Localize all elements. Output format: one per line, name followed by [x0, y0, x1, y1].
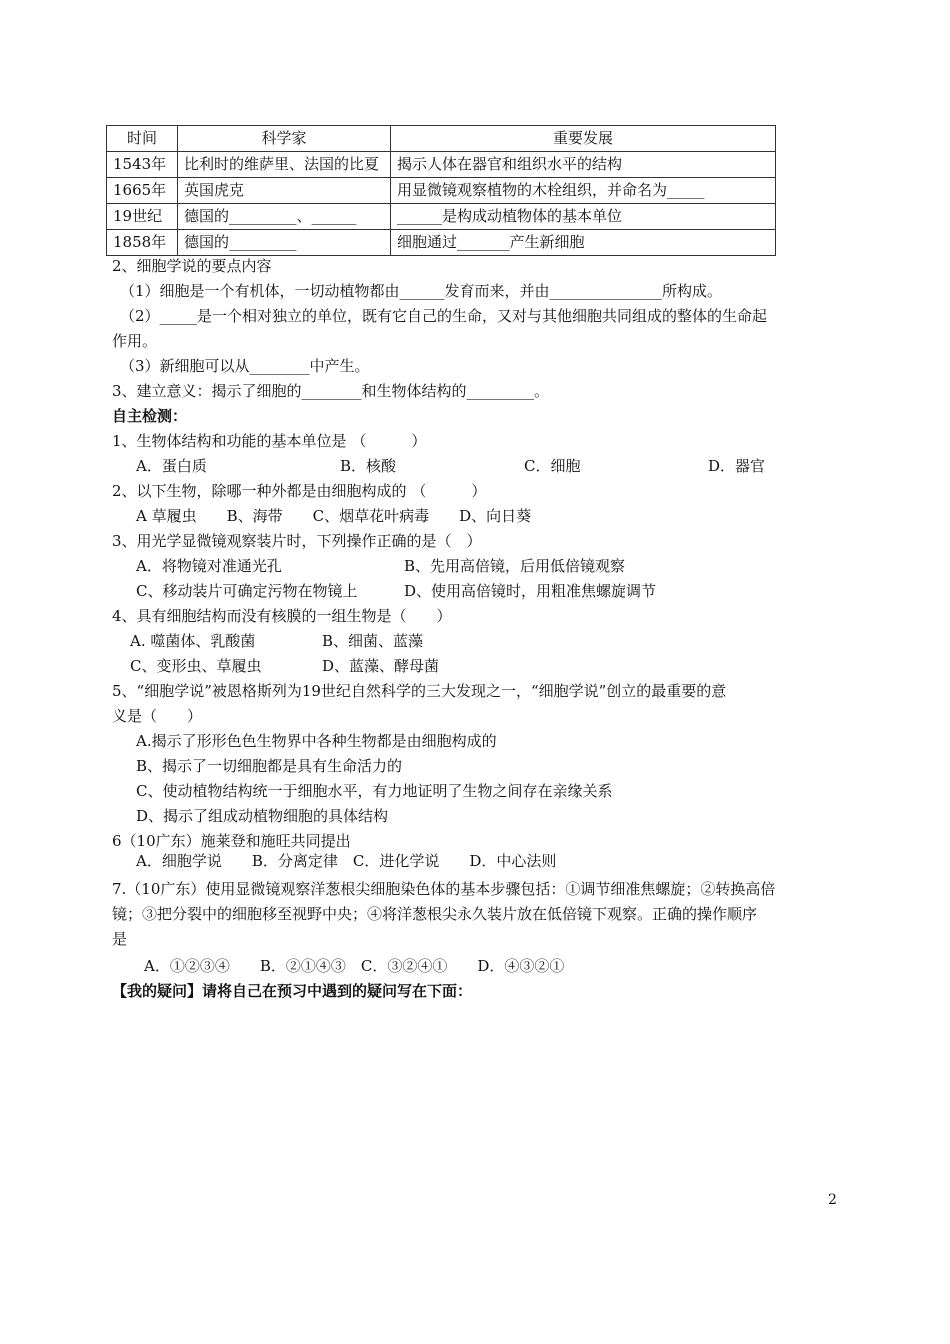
- page-number: 2: [828, 1192, 837, 1208]
- table-cell: 细胞通过_______产生新细胞: [391, 230, 776, 256]
- section2-point3: （3）新细胞可以从________中产生。: [120, 357, 370, 375]
- self-check-title: 自主检测：: [112, 407, 188, 425]
- q3-option-c: C、移动装片可确定污物在物镜上: [136, 582, 358, 600]
- q3-stem: 3、用光学显微镜观察装片时，下列操作正确的是（ ）: [112, 532, 482, 550]
- table-cell: 19世纪: [107, 204, 178, 230]
- table-cell: 1665年: [107, 178, 178, 204]
- table-row: [107, 230, 776, 256]
- section2-title: 2、细胞学说的要点内容: [112, 257, 272, 275]
- q5-stem: 5、“细胞学说”被恩格斯列为19世纪自然科学的三大发现之一，“细胞学说”创立的最重要的意: [112, 682, 727, 700]
- section2-point2: （2）_____是一个相对独立的单位，既有它自己的生命，又对与其他细胞共同组成的整体的生命起: [120, 307, 768, 325]
- history-table: [106, 125, 776, 256]
- header-development: 重要发展: [391, 126, 776, 152]
- q5-stem-cont: 义是（ ）: [112, 707, 203, 725]
- table-cell: 1858年: [107, 230, 178, 256]
- table-cell: 揭示人体在器官和组织水平的结构: [391, 152, 776, 178]
- table-cell: ______是构成动植物体的基本单位: [391, 204, 776, 230]
- table-row: [107, 152, 776, 178]
- q4-option-b: B、细菌、蓝藻: [322, 632, 424, 650]
- q5-option-c: C、使动植物结构统一于细胞水平，有力地证明了生物之间存在亲缘关系: [136, 782, 613, 800]
- q7-stem-end: 是: [112, 930, 128, 948]
- table-cell: 用显微镜观察植物的木栓组织，并命名为_____: [391, 178, 776, 204]
- q7-options: A．①②③④ B．②①④③ C．③②④① D．④③②①: [144, 957, 565, 975]
- table-cell: 德国的_________: [178, 230, 391, 256]
- q3-option-d: D、使用高倍镜时，用粗准焦螺旋调节: [404, 582, 657, 600]
- q5-option-d: D、揭示了组成动植物细胞的具体结构: [136, 807, 389, 825]
- q4-option-c: C、变形虫、草履虫: [130, 657, 262, 675]
- table-row: [107, 204, 776, 230]
- q1-option-b: B．核酸: [340, 457, 397, 475]
- table-cell: 1543年: [107, 152, 178, 178]
- table-cell: 比利时的维萨里、法国的比夏: [178, 152, 391, 178]
- q6-stem: 6（10广东）施莱登和施旺共同提出: [112, 832, 351, 850]
- table-cell: 英国虎克: [178, 178, 391, 204]
- q1-stem: 1、生物体结构和功能的基本单位是 （ ）: [112, 432, 427, 450]
- q1-option-c: C．细胞: [524, 457, 581, 475]
- section3-significance: 3、建立意义：揭示了细胞的________和生物体结构的_________。: [112, 382, 550, 400]
- q5-option-a: A.揭示了形形色色生物界中各种生物都是由细胞构成的: [136, 732, 497, 750]
- table-header-row: [107, 126, 776, 152]
- table-cell: 德国的_________、______: [178, 204, 391, 230]
- q2-stem: 2、以下生物，除哪一种外都是由细胞构成的 （ ）: [112, 482, 487, 500]
- section2-point2-cont: 作用。: [112, 332, 158, 350]
- q3-option-b: B、先用高倍镜，后用低倍镜观察: [404, 557, 626, 575]
- q1-option-a: A．蛋白质: [136, 457, 207, 475]
- q4-stem: 4、具有细胞结构而没有核膜的一组生物是（ ）: [112, 607, 452, 625]
- q4-option-a: A. 噬菌体、乳酸菌: [130, 632, 256, 650]
- q7-stem-cont: 镜；③把分裂中的细胞移至视野中央；④将洋葱根尖永久装片放在低倍镜下观察。正确的操作顺序: [112, 905, 758, 923]
- header-scientist: 科学家: [178, 126, 391, 152]
- header-time: 时间: [107, 126, 178, 152]
- q1-option-d: D．器官: [708, 457, 766, 475]
- q6-options: A．细胞学说 B．分离定律 C．进化学说 D．中心法则: [136, 852, 557, 870]
- section2-point1: （1）细胞是一个有机体，一切动植物都由______发育而来，并由_______________所构成。: [120, 282, 723, 300]
- q2-options: A 草履虫 B、海带 C、烟草花叶病毒 D、向日葵: [136, 507, 532, 525]
- table-row: [107, 178, 776, 204]
- q5-option-b: B、揭示了一切细胞都是具有生命活力的: [136, 757, 403, 775]
- my-questions-heading: 【我的疑问】请将自己在预习中遇到的疑问写在下面：: [112, 982, 473, 1000]
- q7-stem: 7.（10广东）使用显微镜观察洋葱根尖细胞染色体的基本步骤包括：①调节细准焦螺旋；②转换高倍: [112, 880, 776, 898]
- q3-option-a: A．将物镜对准通光孔: [136, 557, 282, 575]
- q4-option-d: D、蓝藻、酵母菌: [322, 657, 440, 675]
